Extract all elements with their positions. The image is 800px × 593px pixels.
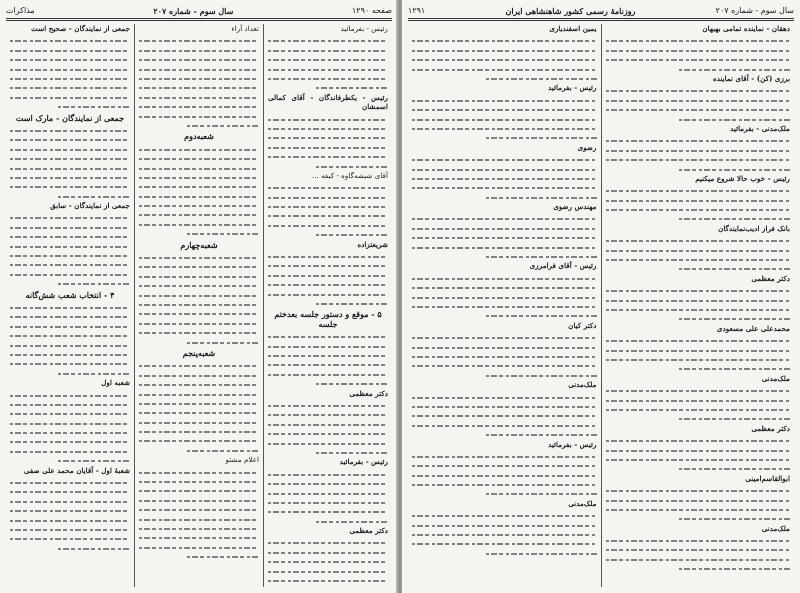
illegible-text-line <box>268 211 388 220</box>
illegible-text-line <box>10 164 130 173</box>
illegible-text-line <box>268 479 388 488</box>
illegible-text-line <box>139 380 259 389</box>
illegible-text-line <box>606 305 791 314</box>
illegible-text-line <box>412 283 597 292</box>
illegible-text-line <box>10 497 130 506</box>
illegible-text-line <box>679 65 790 74</box>
illegible-text-line <box>606 136 791 145</box>
illegible-text-line <box>606 155 791 164</box>
illegible-text-line <box>268 36 388 45</box>
illegible-text-line <box>139 515 259 524</box>
speaker-line: دهقان - نماینده تمامی بهبهان <box>702 24 790 33</box>
text-column <box>134 24 263 587</box>
illegible-text-line <box>10 126 130 135</box>
illegible-text-line <box>606 486 791 495</box>
illegible-text-line <box>679 214 790 223</box>
illegible-text-line <box>10 525 130 534</box>
illegible-text-line <box>139 408 259 417</box>
illegible-text-line <box>58 456 130 465</box>
illegible-text-line <box>412 105 597 114</box>
illegible-text-line <box>58 102 130 111</box>
speaker-line: مهندس رضوی <box>553 202 597 212</box>
illegible-text-line <box>10 487 130 496</box>
illegible-text-line <box>412 393 597 402</box>
illegible-text-line <box>139 164 259 173</box>
illegible-text-line <box>10 223 130 232</box>
illegible-text-line <box>187 446 259 455</box>
right-page <box>402 0 800 593</box>
illegible-text-line <box>486 311 597 320</box>
illegible-text-line <box>268 183 388 192</box>
speaker-line: دکتر معظمی <box>751 423 790 433</box>
illegible-text-line <box>10 93 130 102</box>
speaker-line: رئیس - آقای فرامرزی <box>529 261 597 271</box>
illegible-text-line <box>412 36 597 45</box>
illegible-text-line <box>139 102 259 111</box>
text-column <box>6 24 134 587</box>
header-rule <box>6 18 392 19</box>
illegible-text-line <box>139 220 259 229</box>
body-text: رئیس - بفرمائید <box>340 24 388 33</box>
illegible-text-line <box>606 146 791 155</box>
section-heading: ۵ - موقع و دستور جلسه بعدختم جلسه <box>274 309 382 329</box>
illegible-text-line <box>268 46 388 55</box>
illegible-text-line <box>606 536 791 545</box>
section-title: مذاکرات <box>6 6 35 15</box>
illegible-text-line <box>412 511 597 520</box>
section-heading: شعبه‌چهارم <box>180 239 218 250</box>
illegible-text-line <box>412 65 597 74</box>
illegible-text-line <box>486 549 597 558</box>
illegible-text-line <box>412 155 597 164</box>
illegible-text-line <box>412 302 597 311</box>
illegible-text-line <box>139 253 259 262</box>
illegible-text-line <box>268 124 388 133</box>
illegible-text-line <box>606 396 791 405</box>
illegible-text-line <box>412 452 597 461</box>
illegible-text-line <box>10 534 130 543</box>
illegible-text-line <box>187 338 259 347</box>
illegible-text-line <box>10 419 130 428</box>
illegible-text-line <box>486 193 597 202</box>
speaker-line: محمدعلی علی مسعودی <box>716 323 790 333</box>
illegible-text-line <box>268 507 388 516</box>
illegible-text-line <box>139 182 259 191</box>
speaker-line: شعبهٔ اول - آقایان محمد علی صفی <box>23 465 130 475</box>
illegible-text-line <box>268 410 388 419</box>
illegible-text-line <box>139 83 259 92</box>
illegible-text-line <box>679 314 790 323</box>
speaker-line: دکتر معظمی <box>349 526 388 536</box>
illegible-text-line <box>10 173 130 182</box>
illegible-text-line <box>10 506 130 515</box>
header-rule <box>408 18 794 19</box>
illegible-text-line <box>606 205 791 214</box>
illegible-text-line <box>139 496 259 505</box>
illegible-text-line <box>10 359 130 368</box>
illegible-text-line <box>139 154 259 163</box>
illegible-text-line <box>268 261 388 270</box>
illegible-text-line <box>606 446 791 455</box>
illegible-text-line <box>486 430 597 439</box>
illegible-text-line <box>606 505 791 514</box>
illegible-text-line <box>139 427 259 436</box>
illegible-text-line <box>412 521 597 530</box>
illegible-text-line <box>606 545 791 554</box>
illegible-text-line <box>139 543 259 552</box>
illegible-text-line <box>606 436 791 445</box>
illegible-text-line <box>268 360 388 369</box>
illegible-text-line <box>139 390 259 399</box>
illegible-text-line <box>139 328 259 337</box>
illegible-text-line <box>268 133 388 142</box>
illegible-text-line <box>412 293 597 302</box>
illegible-text-line <box>10 341 130 350</box>
illegible-text-line <box>139 418 259 427</box>
illegible-text-line <box>679 514 790 523</box>
illegible-text-line <box>606 555 791 564</box>
illegible-text-line <box>606 246 791 255</box>
illegible-text-line <box>412 539 597 548</box>
speaker-line: رضوی <box>577 142 597 152</box>
illegible-text-line <box>316 379 388 388</box>
speaker-line: ملک‌مدنی - بفرمائید <box>730 123 790 133</box>
right-page-header <box>408 4 794 17</box>
illegible-text-line <box>606 346 791 355</box>
illegible-text-line <box>10 303 130 312</box>
illegible-text-line <box>486 252 597 261</box>
illegible-text-line <box>412 214 597 223</box>
section-heading: شعبه‌دوم <box>184 131 214 142</box>
illegible-text-line <box>139 505 259 514</box>
illegible-text-line <box>187 229 259 238</box>
illegible-text-line <box>606 105 791 114</box>
illegible-text-line <box>316 162 388 171</box>
illegible-text-line <box>139 55 259 64</box>
illegible-text-line <box>412 530 597 539</box>
illegible-text-line <box>412 343 597 352</box>
illegible-text-line <box>412 165 597 174</box>
illegible-text-line <box>412 480 597 489</box>
text-column <box>408 24 601 587</box>
illegible-text-line <box>139 309 259 318</box>
gazette-title: روزنامهٔ رسمی کشور شاهنشاهی ایران <box>505 5 636 16</box>
illegible-text-line <box>187 552 259 561</box>
illegible-text-line <box>139 201 259 210</box>
illegible-text-line <box>268 332 388 341</box>
illegible-text-line <box>10 428 130 437</box>
illegible-text-line <box>139 46 259 55</box>
speaker-line: رئیس - بفرمائید <box>548 439 597 449</box>
illegible-text-line <box>679 364 790 373</box>
illegible-text-line <box>10 312 130 321</box>
illegible-text-line <box>10 145 130 154</box>
illegible-text-line <box>412 183 597 192</box>
illegible-text-line <box>679 414 790 423</box>
illegible-text-line <box>268 152 388 161</box>
illegible-text-line <box>10 391 130 400</box>
speaker-line: جمعی از نمایندگان - سابق <box>50 201 130 211</box>
text-column <box>601 24 795 587</box>
illegible-text-line <box>187 121 259 130</box>
right-columns <box>408 24 794 587</box>
illegible-text-line <box>268 115 388 124</box>
illegible-text-line <box>412 55 597 64</box>
section-heading: ۴ - انتخاب شعب شش‌گانه <box>25 289 115 300</box>
illegible-text-line <box>679 165 790 174</box>
illegible-text-line <box>10 409 130 418</box>
illegible-text-line <box>412 421 597 430</box>
illegible-text-line <box>412 46 597 55</box>
section-heading: جمعی از نمایندگان - مارک است <box>15 112 125 123</box>
illegible-text-line <box>139 192 259 201</box>
illegible-text-line <box>412 461 597 470</box>
illegible-text-line <box>486 371 597 380</box>
body-text: آقای شیشه‌گاوه - کیفه ... <box>311 170 388 180</box>
issue-label: سال سوم - شماره ۲۰۷ <box>715 6 794 15</box>
speaker-line: شریعتزاده <box>357 239 388 249</box>
illegible-text-line <box>139 145 259 154</box>
illegible-text-line <box>10 516 130 525</box>
illegible-text-line <box>606 336 791 345</box>
illegible-text-line <box>139 291 259 300</box>
illegible-text-line <box>268 202 388 211</box>
illegible-text-line <box>10 213 130 222</box>
illegible-text-line <box>58 192 130 201</box>
left-page <box>0 0 398 593</box>
illegible-text-line <box>58 544 130 553</box>
illegible-text-line <box>139 65 259 74</box>
illegible-text-line <box>268 280 388 289</box>
illegible-text-line <box>606 286 791 295</box>
illegible-text-line <box>139 319 259 328</box>
illegible-text-line <box>10 65 130 74</box>
illegible-text-line <box>606 196 791 205</box>
illegible-text-line <box>10 251 130 260</box>
illegible-text-line <box>316 299 388 308</box>
illegible-text-line <box>268 548 388 557</box>
header-rule <box>6 20 392 21</box>
speaker-line: رئیس - خوب حالا شروع میکنیم <box>695 173 790 183</box>
illegible-text-line <box>486 133 597 142</box>
illegible-text-line <box>139 468 259 477</box>
speaker-line: ملک‌مدنی <box>761 373 790 383</box>
speaker-line: بانک فراز ادیب‌نمایندگان <box>718 223 790 233</box>
body-text: تعداد آراء <box>231 24 259 33</box>
illegible-text-line <box>10 447 130 456</box>
illegible-text-line <box>10 83 130 92</box>
speaker-line: دکتر کیان <box>568 320 597 330</box>
illegible-text-line <box>268 489 388 498</box>
illegible-text-line <box>268 498 388 507</box>
illegible-text-line <box>486 489 597 498</box>
illegible-text-line <box>10 400 130 409</box>
illegible-text-line <box>268 439 388 448</box>
illegible-text-line <box>268 193 388 202</box>
speaker-line: ملک‌مدنی <box>568 380 597 390</box>
illegible-text-line <box>10 55 130 64</box>
illegible-text-line <box>10 154 130 163</box>
illegible-text-line <box>606 55 791 64</box>
illegible-text-line <box>139 93 259 102</box>
illegible-text-line <box>412 352 597 361</box>
speaker-line: جمعی از نمایندگان - صحیح است <box>31 24 130 33</box>
illegible-text-line <box>606 355 791 364</box>
illegible-text-line <box>139 436 259 445</box>
illegible-text-line <box>139 74 259 83</box>
illegible-text-line <box>268 567 388 576</box>
illegible-text-line <box>679 115 790 124</box>
illegible-text-line <box>10 260 130 269</box>
illegible-text-line <box>268 271 388 280</box>
illegible-text-line <box>268 470 388 479</box>
illegible-text-line <box>268 290 388 299</box>
illegible-text-line <box>139 524 259 533</box>
speaker-line: دکتر معظمی <box>349 388 388 398</box>
illegible-text-line <box>412 233 597 242</box>
illegible-text-line <box>268 74 388 83</box>
illegible-text-line <box>139 486 259 495</box>
illegible-text-line <box>679 564 790 573</box>
illegible-text-line <box>268 143 388 152</box>
illegible-text-line <box>316 230 388 239</box>
illegible-text-line <box>268 252 388 261</box>
illegible-text-line <box>10 36 130 45</box>
illegible-text-line <box>606 255 791 264</box>
speaker-line: یمین اسفندیاری <box>549 24 597 33</box>
illegible-text-line <box>10 437 130 446</box>
illegible-text-line <box>10 322 130 331</box>
illegible-text-line <box>606 86 791 95</box>
illegible-text-line <box>139 262 259 271</box>
body-text: اعلام مشتو <box>225 455 259 465</box>
illegible-text-line <box>10 74 130 83</box>
illegible-text-line <box>10 46 130 55</box>
header-rule <box>408 20 794 21</box>
illegible-text-line <box>10 350 130 359</box>
illegible-text-line <box>412 96 597 105</box>
speaker-line: برزی (کن) - آقای نماینده <box>712 73 790 83</box>
illegible-text-line <box>10 232 130 241</box>
illegible-text-line <box>412 471 597 480</box>
speaker-line: ابوالقاسم‌امینی <box>745 473 790 483</box>
illegible-text-line <box>139 399 259 408</box>
illegible-text-line <box>412 274 597 283</box>
illegible-text-line <box>268 576 388 585</box>
illegible-text-line <box>10 242 130 251</box>
speaker-line: ملک‌مدنی <box>568 498 597 508</box>
illegible-text-line <box>58 279 130 288</box>
illegible-text-line <box>10 270 130 279</box>
left-columns <box>6 24 392 587</box>
illegible-text-line <box>268 538 388 547</box>
illegible-text-line <box>139 533 259 542</box>
illegible-text-line <box>316 517 388 526</box>
illegible-text-line <box>139 36 259 45</box>
speaker-line: دکتر معظمی <box>751 273 790 283</box>
illegible-text-line <box>412 402 597 411</box>
speaker-line: رئیس - بفرمائید <box>548 83 597 93</box>
illegible-text-line <box>10 135 130 144</box>
illegible-text-line <box>606 386 791 395</box>
illegible-text-line <box>679 464 790 473</box>
illegible-text-line <box>606 36 791 45</box>
text-column <box>263 24 392 587</box>
illegible-text-line <box>412 411 597 420</box>
illegible-text-line <box>58 369 130 378</box>
illegible-text-line <box>606 46 791 55</box>
illegible-text-line <box>268 65 388 74</box>
illegible-text-line <box>606 405 791 414</box>
illegible-text-line <box>10 182 130 191</box>
section-heading: شعبه‌پنجم <box>182 347 216 358</box>
illegible-text-line <box>606 455 791 464</box>
illegible-text-line <box>268 351 388 360</box>
illegible-text-line <box>412 333 597 342</box>
illegible-text-line <box>606 496 791 505</box>
illegible-text-line <box>139 477 259 486</box>
illegible-text-line <box>316 585 388 587</box>
page-number: ۱۲۹۱ <box>408 6 426 15</box>
illegible-text-line <box>139 210 259 219</box>
illegible-text-line <box>10 331 130 340</box>
illegible-text-line <box>412 361 597 370</box>
illegible-text-line <box>316 448 388 457</box>
illegible-text-line <box>486 74 597 83</box>
illegible-text-line <box>679 264 790 273</box>
illegible-text-line <box>412 224 597 233</box>
illegible-text-line <box>268 55 388 64</box>
illegible-text-line <box>139 281 259 290</box>
illegible-text-line <box>139 272 259 281</box>
illegible-text-line <box>139 361 259 370</box>
illegible-text-line <box>268 221 388 230</box>
speaker-line: ملک‌مدنی <box>761 523 790 533</box>
illegible-text-line <box>412 124 597 133</box>
speaker-line: رئیس - یکطرفاندگان - آقای کمالی اسمشان <box>268 92 388 112</box>
illegible-text-line <box>139 112 259 121</box>
illegible-text-line <box>606 186 791 195</box>
illegible-text-line <box>268 429 388 438</box>
speaker-line: شعبه اول <box>101 378 130 388</box>
page-number: صفحه ۱۲۹۰ <box>351 6 392 15</box>
illegible-text-line <box>412 115 597 124</box>
illegible-text-line <box>139 173 259 182</box>
illegible-text-line <box>268 342 388 351</box>
illegible-text-line <box>268 557 388 566</box>
illegible-text-line <box>412 243 597 252</box>
illegible-text-line <box>268 420 388 429</box>
left-page-header <box>6 4 392 17</box>
illegible-text-line <box>316 83 388 92</box>
illegible-text-line <box>139 300 259 309</box>
issue-label: سال سوم - شماره ۲۰۷ <box>153 5 234 16</box>
illegible-text-line <box>606 236 791 245</box>
illegible-text-line <box>139 371 259 380</box>
illegible-text-line <box>412 174 597 183</box>
illegible-text-line <box>268 370 388 379</box>
illegible-text-line <box>268 401 388 410</box>
illegible-text-line <box>606 296 791 305</box>
illegible-text-line <box>10 478 130 487</box>
speaker-line: رئیس - بفرمائید <box>339 457 388 467</box>
illegible-text-line <box>606 96 791 105</box>
